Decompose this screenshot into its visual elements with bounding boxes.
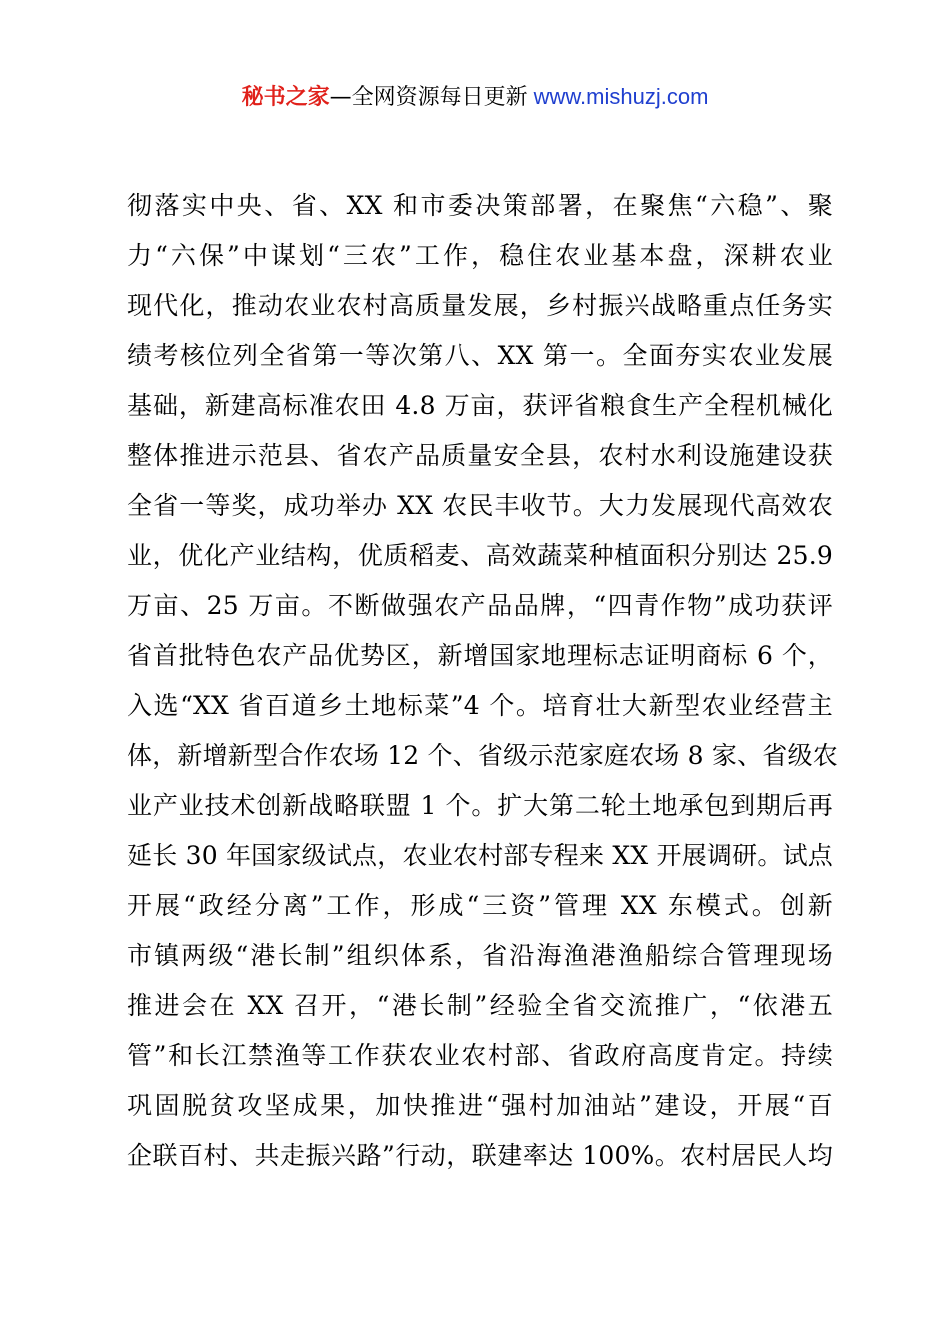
text-line: 万亩、25 万亩。不断做强农产品品牌，“四青作物”成功获评 xyxy=(127,591,833,620)
header-tagline: —全网资源每日更新 xyxy=(329,85,528,110)
text-line: 入选“XX 省百道乡土地标菜”4 个。培育壮大新型农业经营主 xyxy=(127,691,833,720)
site-header xyxy=(0,82,950,113)
text-line: 整体推进示范县、省农产品质量安全县，农村水利设施建设获 xyxy=(127,441,833,470)
text-line: 企联百村、共走振兴路”行动，联建率达 100%。农村居民人均 xyxy=(127,1141,833,1170)
text-line: 业，优化产业结构，优质稻麦、高效蔬菜种植面积分别达 25.9 xyxy=(127,541,833,570)
text-line: 彻落实中央、省、XX 和市委决策部署，在聚焦“六稳”、聚 xyxy=(127,191,833,220)
text-line: 管”和长江禁渔等工作获农业农村部、省政府高度肯定。持续 xyxy=(127,1041,833,1070)
text-line: 开展“政经分离”工作，形成“三资”管理 XX 东模式。创新 xyxy=(127,891,833,920)
text-line: 省首批特色农产品优势区，新增国家地理标志证明商标 6 个， xyxy=(127,641,833,670)
text-line: 体，新增新型合作农场 12 个、省级示范家庭农场 8 家、省级农 xyxy=(127,741,838,770)
text-line: 推进会在 XX 召开，“港长制”经验全省交流推广，“依港五 xyxy=(127,991,833,1020)
text-line: 现代化，推动农业农村高质量发展，乡村振兴战略重点任务实 xyxy=(127,291,833,320)
text-line: 巩固脱贫攻坚成果，加快推进“强村加油站”建设，开展“百 xyxy=(127,1091,833,1120)
text-line: 基础，新建高标准农田 4.8 万亩，获评省粮食生产全程机械化 xyxy=(127,391,833,420)
site-url-link[interactable]: www.mishuzj.com xyxy=(533,84,709,109)
brand-name: 秘书之家 xyxy=(241,85,330,110)
text-line: 绩考核位列全省第一等次第八、XX 第一。全面夯实农业发展 xyxy=(127,341,833,370)
text-line: 全省一等奖，成功举办 XX 农民丰收节。大力发展现代高效农 xyxy=(127,491,833,520)
text-line: 市镇两级“港长制”组织体系，省沿海渔港渔船综合管理现场 xyxy=(127,941,833,970)
text-line: 力“六保”中谋划“三农”工作，稳住农业基本盘，深耕农业 xyxy=(127,241,833,270)
text-line: 业产业技术创新战略联盟 1 个。扩大第二轮土地承包到期后再 xyxy=(127,791,833,820)
text-line: 延长 30 年国家级试点，农业农村部专程来 XX 开展调研。试点 xyxy=(127,841,833,870)
document-body xyxy=(127,181,838,1181)
